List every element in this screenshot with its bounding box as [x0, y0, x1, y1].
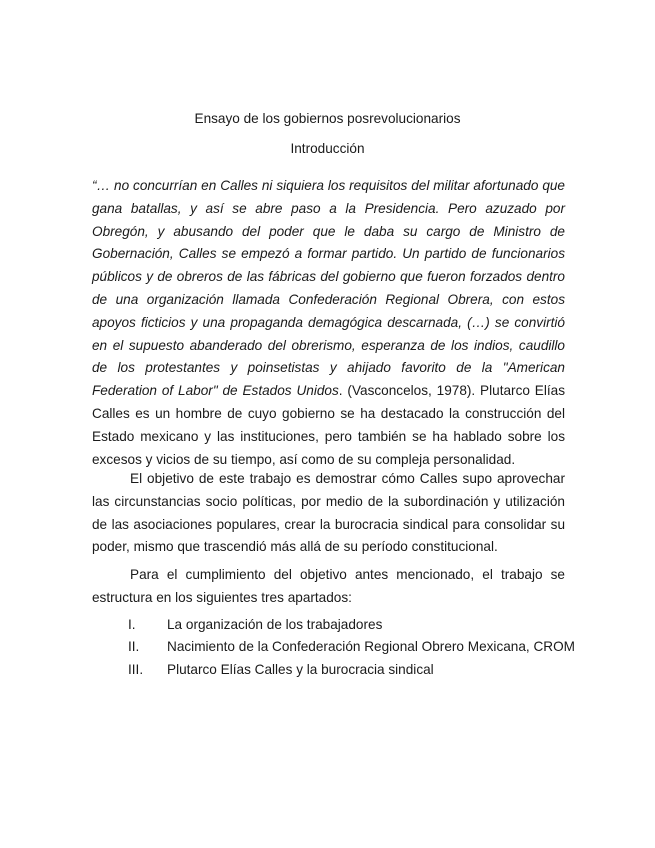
- list-item-label: La organización de los trabajadores: [167, 617, 383, 632]
- objective-paragraph: El objetivo de este trabajo es demostrar cómo Calles supo aprovechar las circunstancias socio políticas, por medio de la subordinación y utilización de las asociaciones populares, crear la burocracia sindical para consolidar su poder, mismo que trascendió más allá de su período constitucional.: [92, 471, 565, 555]
- structure-paragraph: Para el cumplimiento del objetivo antes mencionado, el trabajo se estructura en los siguientes tres apartados:: [92, 567, 565, 605]
- section-list: [128, 614, 576, 681]
- list-item-label: Nacimiento de la Confederación Regional Obrero Mexicana, CROM: [167, 639, 576, 655]
- list-item: [128, 636, 576, 658]
- intro-paragraph: [92, 175, 565, 471]
- document-title: Ensayo de los gobiernos posrevolucionarios: [194, 111, 461, 126]
- list-item-label: Plutarco Elías Calles y la burocracia sindical: [167, 661, 434, 677]
- list-item: [128, 659, 565, 681]
- list-item-number: I.: [128, 617, 136, 632]
- section-heading-introduction: Introducción: [290, 141, 365, 156]
- intro-paragraph-text: . (Vasconcelos, 1978). Plutarco Elías Calles es un hombre de cuyo gobierno se ha destacado la construcción del Estado mexicano y las instituciones, pero también se ha hablado sobre los excesos y vicios de su tiempo, así como de su compleja personalidad.: [92, 383, 566, 467]
- list-item: [128, 614, 565, 636]
- list-item-number: II.: [128, 639, 140, 655]
- vasconcelos-quote: “… no concurrían en Calles ni siquiera los requisitos del militar afortunado que gana batallas, y así se abre paso a la Presidencia. Pero azuzado por Obregón, y abusando del poder que le daba su cargo de Ministro de Gobernación, Calles se empezó a formar partido. Un partido de funcionarios públicos y de obreros de las fábricas del gobierno que fueron forzados dentro de una organización llamada Confederación Regional Obrera, con estos apoyos ficticios y una propaganda demagógica descarnada, (…) se convirtió en el supuesto abanderado del obrerismo, esperanza de los indios, caudillo de los protestantes y poinsetistas y ahijado favorito de la "American Federation of Labor" de Estados Unidos: [92, 178, 565, 399]
- list-item-number: III.: [128, 661, 144, 677]
